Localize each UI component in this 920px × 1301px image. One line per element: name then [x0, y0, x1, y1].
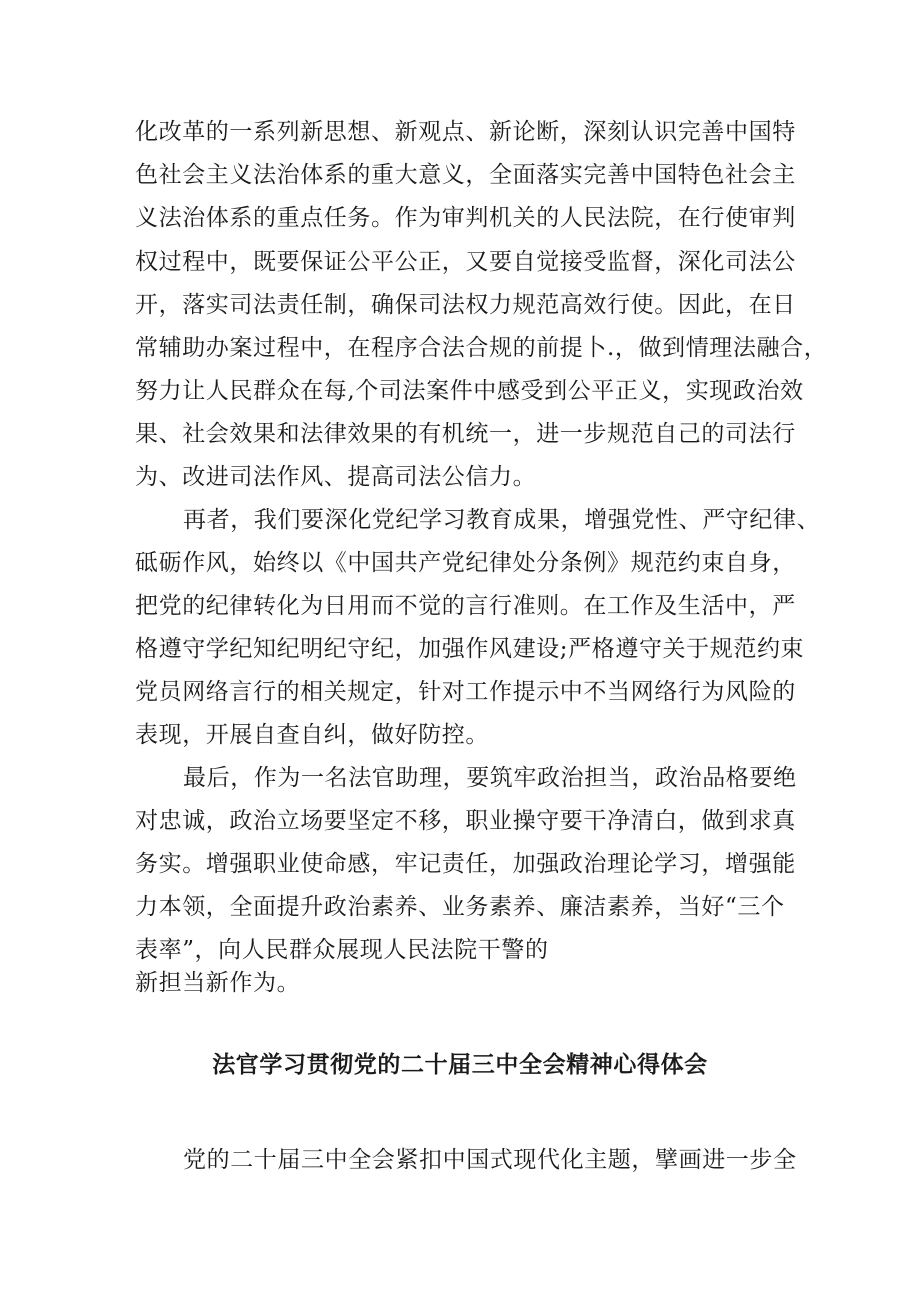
- text-line: 义法治体系的重点任务。作为审判机关的人民法院，在行使审判: [135, 205, 796, 231]
- text-line: 格遵守学纪知纪明纪守纪，加强作风建设;严格遵守关于规范约束: [135, 636, 805, 662]
- text-line: 最后，作为一名法官助理，要筑牢政治担当，政治品格要绝: [183, 765, 797, 791]
- text-line: 表率”，向人民群众展现人民法院干警的: [135, 937, 549, 963]
- text-line: 新担当新作为。: [135, 970, 301, 996]
- text-line: 为、改进司法作风、提高司法公信力。: [135, 464, 537, 490]
- section-title: 法官学习贯彻党的二十届三中全会精神心得体会: [212, 1052, 708, 1078]
- text-line: 努力让人民群众在每,个司法案件中感受到公平正义，实现政治效: [135, 378, 804, 404]
- text-line: 务实。增强职业使命感，牢记责任，加强政治理论学习，增强能: [135, 851, 796, 877]
- text-line: 常辅助办案过程中，在程序合法合规的前提卜.，做到情理法融合，: [135, 335, 828, 361]
- text-line: 色社会主义法治体系的重大意义，全面落实完善中国特色社会主: [135, 162, 796, 188]
- text-line: 果、社会效果和法律效果的有机统一，进一步规范自己的司法行: [135, 421, 796, 447]
- text-line: 表现，开展自查自纠，做好防控。: [135, 722, 489, 748]
- text-line: 党员网络言行的相关规定，针对工作提示中不当网络行为风险的: [135, 679, 796, 705]
- text-line: 把党的纪律转化为日用而不觉的言行准则。在工作及生活中，严: [135, 593, 796, 619]
- text-line: 开，落实司法责任制，确保司法权力规范高效行使。因此，在日: [135, 292, 796, 318]
- text-line: 对忠诚，政治立场要坚定不移，职业操守要干净清白，做到求真: [135, 808, 796, 834]
- text-line: 砥砺作风，始终以《中国共产党纪律处分条例》规范约束自身，: [135, 550, 796, 576]
- text-line: 党的二十届三中全会紧扣中国式现代化主题，擘画进一步全: [183, 1147, 797, 1173]
- text-line: 化改革的一系列新思想、新观点、新论断，深刻认识完善中国特: [135, 119, 796, 145]
- text-line: 再者，我们要深化党纪学习教育成果，增强党性、严守纪律、: [183, 507, 821, 533]
- text-line: 权过程中，既要保证公平公正，又要自觉接受监督，深化司法公: [135, 249, 796, 275]
- text-line: 力本领，全面提升政治素养、业务素养、廉洁素养，当好“三个: [135, 894, 785, 920]
